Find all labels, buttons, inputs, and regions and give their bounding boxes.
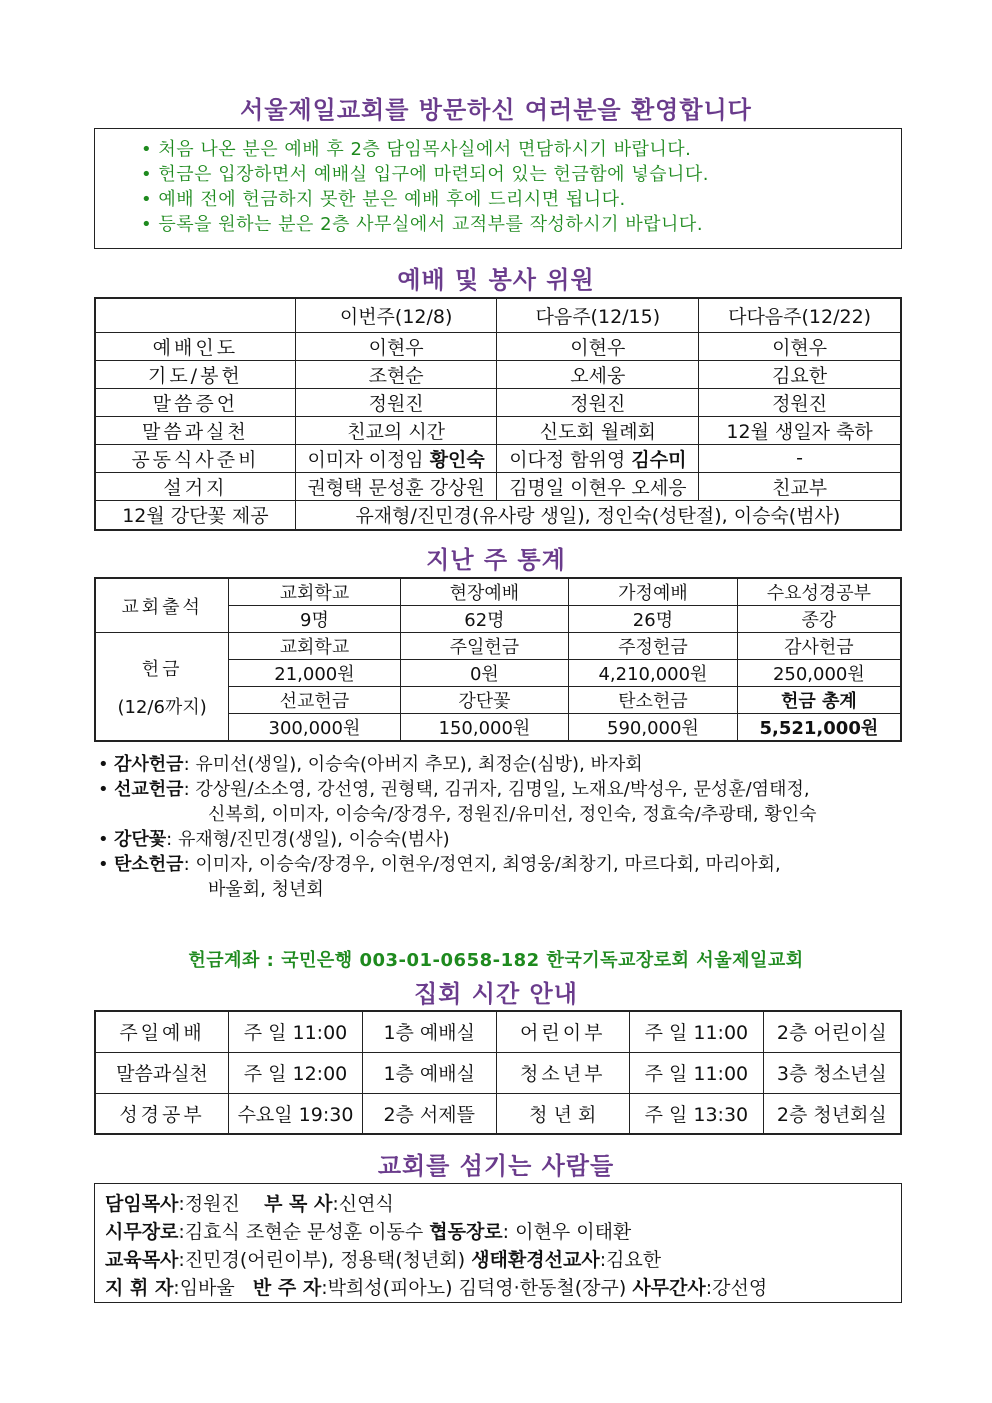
row-label: 기도/봉헌 (95, 360, 295, 388)
staff-role: 협동장로 (429, 1221, 503, 1243)
service-table (94, 297, 902, 531)
note-text: : 유미선(생일), 이승숙(아버지 추모), 최정순(심방), 바자회 (183, 754, 643, 775)
cell: 이현우 (295, 332, 497, 360)
row-label: 말씀증언 (95, 388, 295, 416)
cell: 3층 청소년실 (763, 1052, 901, 1093)
staff-role: 부 목 사 (264, 1193, 333, 1215)
cell: 교회학교 (229, 578, 400, 606)
col-header: 이번주(12/8) (295, 298, 497, 332)
row-label: 설거지 (95, 472, 295, 500)
col-header: 다음주(12/15) (497, 298, 699, 332)
welcome-item: • 처음 나온 분은 예배 후 2층 담임목사실에서 면담하시기 바랍니다. (141, 137, 901, 162)
note-label: 선교헌금 (114, 779, 184, 800)
cell: 선교헌금 (229, 687, 400, 714)
row-label: 교회출석 (95, 578, 229, 633)
cell: 정원진 (295, 388, 497, 416)
welcome-item: • 예배 전에 헌금하지 못한 분은 예배 후에 드리시면 됩니다. (141, 187, 901, 212)
staff-names: :박희성(피아노) 김덕영·한동철(장구) (321, 1277, 627, 1299)
cell: 교회학교 (229, 633, 400, 660)
cell: 유재형/진민경(유사랑 생일), 정인숙(성탄절), 이승숙(범사) (295, 500, 901, 530)
cell: 오세웅 (497, 360, 699, 388)
staff-names: :강선영 (705, 1277, 768, 1299)
staff-names: :진민경(어린이부), 정용택(청년회) (178, 1249, 466, 1271)
staff-names: :김효식 조현순 문성훈 이동수 (178, 1221, 424, 1243)
note-text: : 이미자, 이승숙/장경우, 이현우/정연지, 최영웅/최창기, 마르다회, 마리아회, (183, 854, 781, 875)
cell: 조현순 (295, 360, 497, 388)
row-label: 12월 강단꽃 제공 (95, 500, 295, 530)
cell: 헌금 총계 (737, 687, 901, 714)
cell: 9명 (229, 606, 400, 633)
note-mission (98, 777, 908, 802)
cell: 주 일 11:00 (630, 1052, 764, 1093)
bank-account: 헌금계좌 : 국민은행 003-01-0658-182 한국기독교장로회 서울제일교회 (188, 950, 804, 971)
cell: 정원진 (497, 388, 699, 416)
cell: 탄소헌금 (569, 687, 738, 714)
cell: 어린이부 (496, 1011, 630, 1052)
staff-names: :신연식 (332, 1193, 394, 1215)
cell: 친교부 (699, 472, 901, 500)
bullet: • (98, 754, 109, 775)
welcome-list (95, 129, 901, 237)
cell: 이현우 (699, 332, 901, 360)
staff-role: 생태환경선교사 (471, 1249, 600, 1271)
cell: 2층 어린이실 (763, 1011, 901, 1052)
meetings-table (94, 1010, 902, 1135)
staff-line (105, 1218, 891, 1246)
staff-line (105, 1190, 891, 1218)
note-label: 감사헌금 (114, 754, 184, 775)
cell: 종강 (737, 606, 901, 633)
cell: 590,000원 (569, 714, 738, 742)
cell: 말씀과실천 (95, 1052, 229, 1093)
cell: 4,210,000원 (569, 660, 738, 687)
note-flower (98, 827, 908, 852)
welcome-item: • 등록을 원하는 분은 2층 사무실에서 교적부를 작성하시기 바랍니다. (141, 212, 901, 237)
staff-title: 교회를 섬기는 사람들 (377, 1152, 615, 1180)
cell: 감사헌금 (737, 633, 901, 660)
staff-names: : 이현우 이태환 (502, 1221, 632, 1243)
cell: 150,000원 (400, 714, 568, 742)
bullet: • (98, 779, 109, 800)
staff-names: :임바울 (173, 1277, 235, 1299)
cell: 5,521,000원 (737, 714, 901, 742)
bullet: • (98, 854, 109, 875)
welcome-title: 서울제일교회를 방문하신 여러분을 환영합니다 (240, 96, 752, 124)
empty-cell (95, 298, 295, 332)
row-label (95, 633, 229, 742)
staff-names: :정원진 (178, 1193, 240, 1215)
offering-sub: (12/6까지) (117, 696, 207, 718)
note-label: 강단꽃 (114, 829, 167, 850)
cell: - (699, 444, 901, 472)
offering-label: 헌금 (141, 658, 183, 680)
cell: 강단꽃 (400, 687, 568, 714)
cell: 성경공부 (95, 1093, 229, 1134)
staff-role: 시무장로 (105, 1221, 179, 1243)
note-text: : 유재형/진민경(생일), 이승숙(범사) (166, 829, 450, 850)
note-thanks (98, 752, 908, 777)
cell: 주일헌금 (400, 633, 568, 660)
cell: 2층 청년회실 (763, 1093, 901, 1134)
cell: 21,000원 (229, 660, 400, 687)
cell: 주 일 13:30 (630, 1093, 764, 1134)
cell: 300,000원 (229, 714, 400, 742)
cell: 1층 예배실 (362, 1052, 496, 1093)
cell: 주 일 11:00 (630, 1011, 764, 1052)
staff-role: 사무간사 (632, 1277, 706, 1299)
cell: 김명일 이현우 오세응 (497, 472, 699, 500)
row-label: 말씀과실천 (95, 416, 295, 444)
staff-line (105, 1246, 891, 1274)
cell (295, 444, 497, 472)
cell: 1층 예배실 (362, 1011, 496, 1052)
cell: 수요일 19:30 (229, 1093, 363, 1134)
welcome-box (94, 128, 902, 249)
stats-title: 지난 주 통계 (426, 546, 566, 574)
staff-role: 교육목사 (105, 1249, 179, 1271)
cell: 2층 서제뜰 (362, 1093, 496, 1134)
cell: 청소년부 (496, 1052, 630, 1093)
cell: 0원 (400, 660, 568, 687)
note-text: : 강상원/소소영, 강선영, 권형택, 김귀자, 김명일, 노재요/박성우, 문성훈/염태정, (183, 779, 810, 800)
cell: 26명 (569, 606, 738, 633)
cell: 주 일 12:00 (229, 1052, 363, 1093)
cell-text-bold: 황인숙 (429, 448, 485, 471)
stats-table (94, 577, 902, 742)
cell: 주정헌금 (569, 633, 738, 660)
staff-names: :김요한 (599, 1249, 662, 1271)
note-carbon (98, 852, 908, 877)
cell-text: 이다정 함위영 (509, 448, 626, 471)
staff-box (94, 1183, 902, 1303)
row-label: 예배인도 (95, 332, 295, 360)
cell: 62명 (400, 606, 568, 633)
cell: 12월 생일자 축하 (699, 416, 901, 444)
meetings-title: 집회 시간 안내 (414, 980, 578, 1008)
cell: 친교의 시간 (295, 416, 497, 444)
staff-role: 반 주 자 (252, 1277, 322, 1299)
cell: 가정예배 (569, 578, 738, 606)
cell: 정원진 (699, 388, 901, 416)
cell: 청 년 회 (496, 1093, 630, 1134)
welcome-item: • 헌금은 입장하면서 예배실 입구에 마련되어 있는 헌금함에 넣습니다. (141, 162, 901, 187)
staff-role: 지 휘 자 (105, 1277, 174, 1299)
cell: 250,000원 (737, 660, 901, 687)
cell: 수요성경공부 (737, 578, 901, 606)
cell: 이현우 (497, 332, 699, 360)
col-header: 다다음주(12/22) (699, 298, 901, 332)
staff-role: 담임목사 (105, 1193, 179, 1215)
note-text: 신복희, 이미자, 이승숙/장경우, 정원진/유미선, 정인숙, 정효숙/추광태, 황인숙 (208, 804, 817, 825)
bullet: • (98, 829, 109, 850)
cell: 신도회 월례회 (497, 416, 699, 444)
cell: 김요한 (699, 360, 901, 388)
cell: 현장예배 (400, 578, 568, 606)
cell-text: 이미자 이정임 (307, 448, 424, 471)
staff-line (105, 1274, 891, 1302)
offering-notes (98, 752, 908, 902)
note-label: 탄소헌금 (114, 854, 184, 875)
service-title: 예배 및 봉사 위원 (397, 266, 595, 294)
cell: 권형택 문성훈 강상원 (295, 472, 497, 500)
cell: 주 일 11:00 (229, 1011, 363, 1052)
cell (497, 444, 699, 472)
note-text: 바울회, 청년회 (208, 879, 324, 900)
cell-text-bold: 김수미 (631, 448, 687, 471)
row-label: 공동식사준비 (95, 444, 295, 472)
cell: 주일예배 (95, 1011, 229, 1052)
